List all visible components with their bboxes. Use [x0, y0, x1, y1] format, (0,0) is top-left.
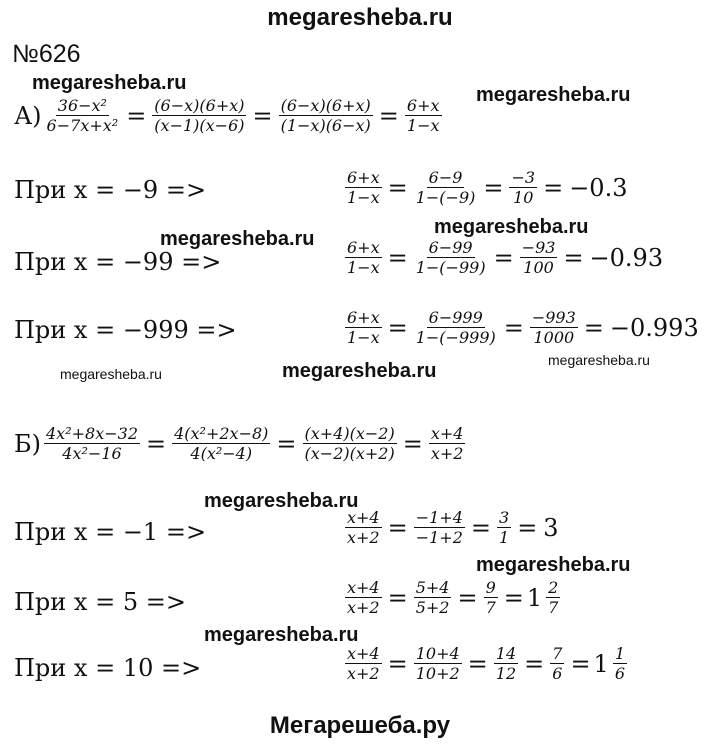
part-a-case-2-equals-5: = — [563, 243, 584, 272]
watermark-9: megaresheba.ru — [476, 554, 631, 576]
part-b-case-1-fraction-2 — [414, 508, 465, 547]
part-b-case-3-fraction-part — [613, 644, 627, 683]
part-b-case-1-equals-3: = — [470, 513, 491, 542]
part-a-case-2-fraction-2-numerator: 6−99 — [428, 238, 473, 257]
part-a-case-3-equals-1: = — [387, 313, 408, 342]
part-a-case-3-fraction-4-denominator: 1000 — [533, 328, 575, 347]
part-a-chain-fraction-0-numerator: 36−x² — [57, 96, 107, 115]
part-b-case-3-equals-5: = — [524, 649, 545, 678]
part-b-chain-fraction-2-numerator: 4(x²+2x−8) — [174, 424, 269, 443]
part-a-case-1-fraction-0-denominator: 1−x — [347, 188, 380, 207]
part-b-label: Б) — [14, 429, 41, 458]
part-b-case-2-fraction-0 — [345, 578, 382, 617]
watermark-1: megaresheba.ru — [32, 72, 187, 94]
part-a-case-2-calc — [342, 238, 666, 277]
watermark-5: megaresheba.ru — [60, 366, 162, 382]
part-b-case-3-prompt: При x = 10 => — [14, 654, 202, 682]
part-a-case-2-prompt: При x = −99 => — [14, 248, 222, 276]
part-a-case-1-calc — [342, 168, 630, 207]
part-b-case-3-equals-1: = — [387, 649, 408, 678]
part-a-case-1-fraction-2 — [414, 168, 478, 207]
part-b-case-2-fraction-2-denominator: 5+2 — [415, 598, 450, 617]
part-b-case-3-fraction-0-numerator: x+4 — [347, 644, 380, 663]
part-b-case-2-fraction-part — [546, 578, 560, 617]
part-b-chain-fraction-4-numerator: (x+4)(x−2) — [304, 424, 395, 443]
part-b-case-3-fraction-4-numerator: 14 — [495, 644, 517, 663]
part-b-case-2-equals-1: = — [387, 583, 408, 612]
part-a-case-1-prompt: При x = −9 => — [14, 176, 207, 204]
part-b-case-1-fraction-0 — [345, 508, 382, 547]
part-b-case-3-equals-3: = — [467, 649, 488, 678]
watermark-10: megaresheba.ru — [204, 624, 359, 646]
part-b-chain-fraction-4 — [303, 424, 397, 463]
part-b-case-1-prompt: При x = −1 => — [14, 518, 207, 546]
part-b-case-3-fraction-part-denominator: 6 — [614, 664, 626, 683]
part-b-case-1-fraction-0-numerator: x+4 — [347, 508, 380, 527]
part-b-chain-fraction-0 — [44, 424, 140, 463]
part-b-case-3-calc — [342, 644, 630, 683]
part-a-chain-fraction-6-denominator: 1−x — [406, 116, 440, 135]
part-b-case-1-fraction-4 — [497, 508, 511, 547]
part-a-case-3-fraction-0-numerator: 6+x — [347, 308, 380, 327]
part-a-case-2-fraction-0 — [345, 238, 382, 277]
part-a-case-1-fraction-4-denominator: 10 — [513, 188, 534, 207]
watermark-6: megaresheba.ru — [282, 360, 437, 382]
part-a-case-1-fraction-4-numerator: −3 — [511, 168, 536, 187]
part-b-case-3-equals-7: = — [570, 649, 591, 678]
part-a-case-2-fraction-0-denominator: 1−x — [347, 258, 380, 277]
part-a-case-3-fraction-4-numerator: −993 — [531, 308, 576, 327]
part-a-chain-equals-5: = — [378, 101, 399, 130]
part-b-chain-fraction-2-denominator: 4(x²−4) — [190, 444, 253, 463]
part-b-chain-equals-1: = — [146, 429, 167, 458]
part-b-case-3-fraction-6-numerator: 7 — [552, 644, 563, 663]
part-a-chain-fraction-2 — [152, 96, 246, 135]
part-b-chain-fraction-6-numerator: x+4 — [430, 424, 464, 443]
part-a-case-2-result: −0.93 — [589, 243, 664, 272]
part-b-case-3-fraction-2 — [414, 644, 462, 683]
part-b-case-1-fraction-4-denominator: 1 — [499, 528, 510, 547]
part-a-case-3-prompt: При x = −999 => — [14, 316, 237, 344]
part-b-case-3-fraction-4-denominator: 12 — [495, 664, 517, 683]
part-b-case-2-fraction-4-numerator: 9 — [485, 578, 496, 597]
part-b-chain-equals-5: = — [402, 429, 423, 458]
part-a-case-1-fraction-0 — [345, 168, 382, 207]
part-b-case-2-fraction-2-numerator: 5+4 — [415, 578, 450, 597]
part-b-case-1-result: 3 — [543, 513, 559, 542]
part-a-simplification — [14, 96, 445, 135]
part-b-case-2-calc — [342, 578, 563, 617]
part-a-case-3-fraction-4 — [530, 308, 578, 347]
part-b-chain-equals-3: = — [276, 429, 297, 458]
part-a-chain-fraction-0 — [45, 96, 121, 135]
part-b-case-2-fraction-4-denominator: 7 — [485, 598, 496, 617]
part-a-chain-equals-3: = — [252, 101, 273, 130]
part-b-chain-fraction-6 — [429, 424, 466, 463]
part-b-case-2-fraction-2 — [414, 578, 452, 617]
part-b-case-2-fraction-part-denominator: 7 — [548, 598, 559, 617]
part-a-case-1-fraction-2-denominator: 1−(−9) — [415, 188, 476, 207]
part-b-case-2-fraction-0-denominator: x+2 — [347, 598, 380, 617]
part-a-case-3-equals-3: = — [503, 313, 524, 342]
part-b-case-3-fraction-6-denominator: 6 — [552, 664, 563, 683]
part-b-chain-fraction-6-denominator: x+2 — [430, 444, 464, 463]
watermark-2: megaresheba.ru — [476, 84, 631, 106]
part-a-case-1-fraction-4 — [509, 168, 537, 207]
part-a-case-2-fraction-4 — [520, 238, 558, 277]
part-a-case-1-equals-5: = — [543, 173, 564, 202]
part-a-case-1-equals-3: = — [483, 173, 504, 202]
part-a-case-2-fraction-4-numerator: −93 — [521, 238, 556, 257]
part-b-case-3-fraction-6 — [550, 644, 564, 683]
part-a-case-2-fraction-2-denominator: 1−(−99) — [415, 258, 486, 277]
part-b-chain-fraction-2 — [172, 424, 270, 463]
part-b-case-3-fraction-part-numerator: 1 — [614, 644, 626, 663]
part-a-case-3-fraction-0-denominator: 1−x — [347, 328, 380, 347]
part-a-label: А) — [14, 101, 42, 130]
watermark-8: megaresheba.ru — [204, 490, 359, 512]
part-a-chain-fraction-2-numerator: (6−x)(6+x) — [154, 96, 245, 115]
part-b-case-1-fraction-0-denominator: x+2 — [347, 528, 380, 547]
site-header: megaresheba.ru — [267, 4, 453, 31]
part-a-chain-fraction-4-numerator: (6−x)(6+x) — [280, 96, 371, 115]
part-b-case-3-fraction-2-denominator: 10+2 — [415, 664, 460, 683]
part-b-case-1-calc — [342, 508, 562, 547]
part-b-case-1-fraction-4-numerator: 3 — [499, 508, 510, 527]
part-a-chain-fraction-4 — [279, 96, 373, 135]
part-b-case-3-fraction-2-numerator: 10+4 — [415, 644, 460, 663]
part-a-case-1-fraction-0-numerator: 6+x — [347, 168, 380, 187]
part-b-chain-fraction-4-denominator: (x−2)(x+2) — [304, 444, 395, 463]
part-b-case-2-prompt: При x = 5 => — [14, 588, 186, 616]
part-a-chain-fraction-6-numerator: 6+x — [406, 96, 440, 115]
watermark-7: megaresheba.ru — [548, 352, 650, 368]
part-b-case-1-fraction-2-numerator: −1+4 — [415, 508, 463, 527]
part-b-chain-fraction-0-denominator: 4x²−16 — [62, 444, 122, 463]
part-a-case-1-fraction-2-numerator: 6−9 — [428, 168, 463, 187]
part-a-case-3-fraction-0 — [345, 308, 382, 347]
part-b-simplification — [14, 424, 468, 463]
part-b-case-3-fraction-0-denominator: x+2 — [347, 664, 380, 683]
part-a-case-3-fraction-2-denominator: 1−(−999) — [415, 328, 496, 347]
part-a-case-2-equals-1: = — [387, 243, 408, 272]
part-a-case-1-result: −0.3 — [569, 173, 628, 202]
part-a-case-2-fraction-0-numerator: 6+x — [347, 238, 380, 257]
watermark-4: megaresheba.ru — [160, 228, 315, 250]
part-a-chain-fraction-2-denominator: (x−1)(x−6) — [154, 116, 245, 135]
site-footer: Мегарешеба.ру — [269, 712, 451, 739]
part-a-chain-fraction-6 — [405, 96, 442, 135]
part-a-case-3-calc — [342, 308, 702, 347]
part-a-chain-equals-1: = — [126, 101, 147, 130]
part-b-case-3-fraction-4 — [494, 644, 518, 683]
part-b-chain-fraction-0-numerator: 4x²+8x−32 — [46, 424, 138, 443]
part-a-case-2-fraction-2 — [414, 238, 488, 277]
part-a-chain-fraction-4-denominator: (1−x)(6−x) — [280, 116, 371, 135]
watermark-3: megaresheba.ru — [434, 216, 589, 238]
part-b-case-1-equals-5: = — [517, 513, 538, 542]
part-a-case-3-equals-5: = — [583, 313, 604, 342]
part-a-case-3-fraction-2-numerator: 6−999 — [428, 308, 483, 327]
problem-number: №626 — [12, 40, 81, 68]
part-a-case-3-result: −0.993 — [609, 313, 699, 342]
part-a-case-1-equals-1: = — [387, 173, 408, 202]
part-b-case-2-equals-5: = — [503, 583, 524, 612]
part-b-case-2-whole-part: 1 — [526, 583, 543, 612]
part-b-case-2-fraction-4 — [484, 578, 498, 617]
part-b-case-1-equals-1: = — [387, 513, 408, 542]
part-a-case-2-equals-3: = — [493, 243, 514, 272]
part-b-case-2-equals-3: = — [457, 583, 478, 612]
part-a-case-3-fraction-2 — [414, 308, 498, 347]
part-b-case-2-fraction-part-numerator: 2 — [548, 578, 559, 597]
part-b-case-3-mixed-number — [594, 644, 630, 683]
part-b-case-3-fraction-0 — [345, 644, 382, 683]
part-b-case-1-fraction-2-denominator: −1+2 — [415, 528, 463, 547]
part-a-case-2-fraction-4-denominator: 100 — [523, 258, 554, 277]
part-b-case-3-whole-part: 1 — [593, 649, 609, 678]
part-b-case-2-fraction-0-numerator: x+4 — [347, 578, 380, 597]
part-a-chain-fraction-0-denominator: 6−7x+x² — [46, 116, 119, 135]
part-b-case-2-mixed-number — [527, 578, 563, 617]
